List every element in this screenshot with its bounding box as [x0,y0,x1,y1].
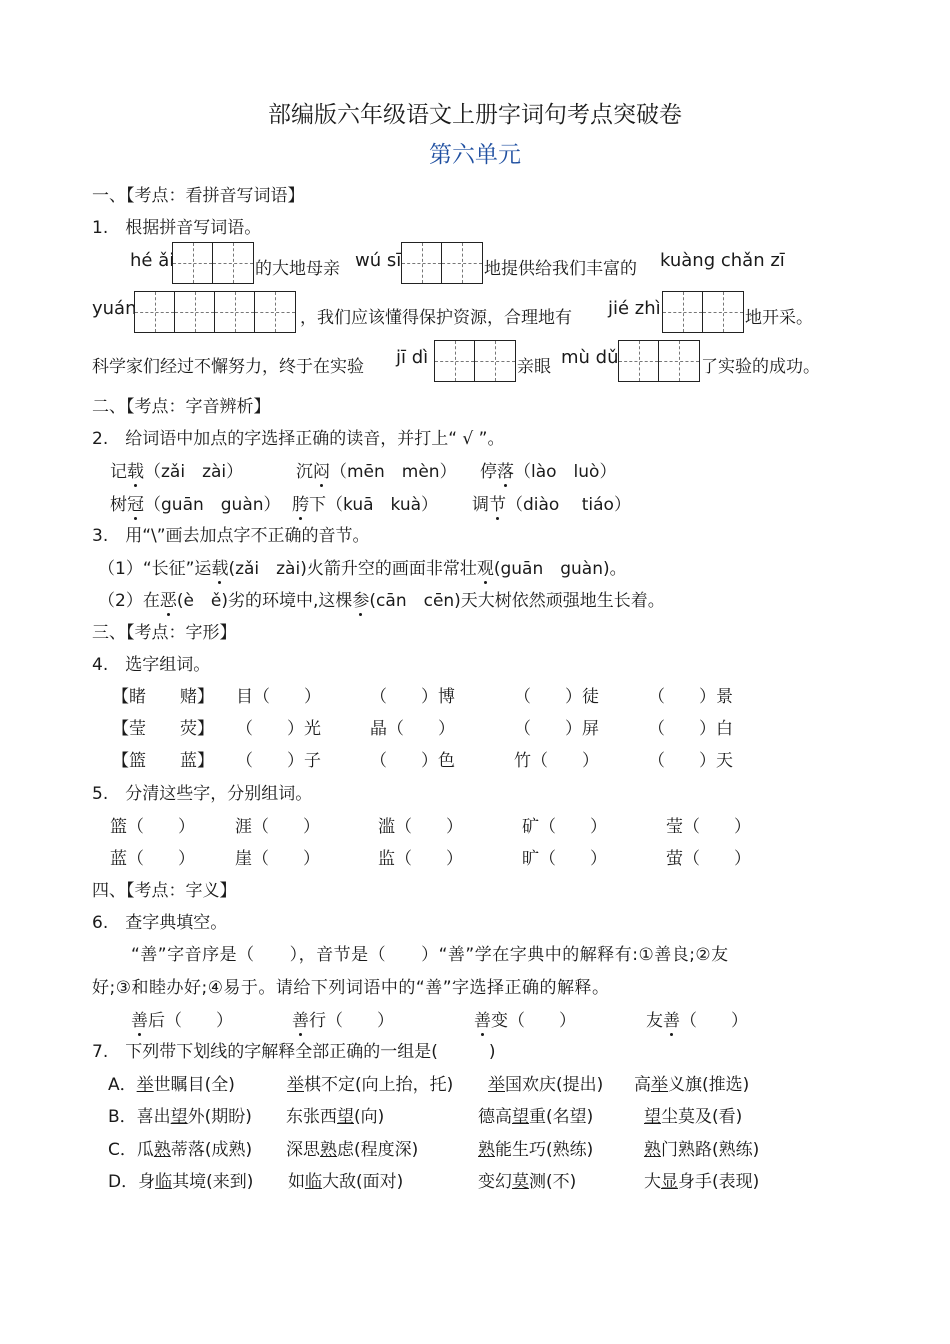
pinyin-kuang-chan-zi: kuàng chǎn zī [660,250,785,271]
shan-word: 善变（ ） [474,1006,576,1031]
question-4: 4. 选字组词。 [92,655,211,675]
fill-blank[interactable]: （ ）光 [236,719,321,739]
fill-blank[interactable]: 竹（ ） [514,751,599,771]
fill-blank[interactable]: 涯（ ） [235,817,320,837]
answer-grid-1[interactable] [172,242,254,284]
option-a-word[interactable]: A．举世瞩目(全) [108,1075,235,1095]
answer-grid-5[interactable] [434,340,516,382]
section-2-heading: 二、【考点：字音辨析】 [92,397,271,417]
sentence-2: （2）在恶(è ě)劣的环境中,这棵参(cān cēn)天大树依然顽强地生长着。 [98,586,665,611]
fill-blank[interactable]: 滥（ ） [378,817,463,837]
text-segment: 地开采。 [745,308,813,328]
char-pair: 【篮 蓝】 [112,751,214,771]
fill-blank[interactable]: 莹（ ） [666,817,751,837]
page-title: 部编版六年级语文上册字词句考点突破卷 [268,102,682,128]
pinyin-yuan: yuán [92,298,137,319]
shan-word: 善后（ ） [131,1006,233,1031]
pinyin-wu-si: wú sī [355,250,402,271]
fill-blank[interactable]: 晶（ ） [370,719,455,739]
pinyin-mu-du: mù dǔ [561,347,619,368]
unit-subtitle: 第六单元 [429,142,521,168]
pinyin-ji-di: jī dì [396,347,429,368]
fill-blank[interactable]: 篮（ ） [110,817,195,837]
fill-blank[interactable]: （ ）色 [370,751,455,771]
option-d-word[interactable]: D．身临其境(来到) [108,1172,254,1192]
fill-blank[interactable]: （ ）博 [370,687,455,707]
text-segment: 地提供给我们丰富的 [484,259,637,279]
shan-word: 善行（ ） [292,1006,394,1031]
section-3-heading: 三、【考点：字形】 [92,623,237,643]
option-word: 举棋不定(向上抬，托) [287,1075,454,1095]
pinyin-he-ai: hé ǎi [130,250,175,271]
section-4-heading: 四、【考点：字义】 [92,881,237,901]
option-word: 深思熟虑(程度深) [286,1140,419,1160]
shan-word: 友善（ ） [646,1006,748,1031]
question-6: 6. 查字典填空。 [92,913,228,933]
section-1-heading: 一、【考点：看拼音写词语】 [92,186,305,206]
answer-grid-4[interactable] [662,291,744,333]
fill-blank[interactable]: 旷（ ） [522,849,607,869]
fill-blank[interactable]: 萤（ ） [666,849,751,869]
fill-blank[interactable]: （ ）徒 [514,687,599,707]
option-word: 望尘莫及(看) [644,1107,743,1127]
pronunciation-item: 胯下（kuā kuà） [292,490,438,515]
option-word: 大显身手(表现) [644,1172,760,1192]
question-7: 7. 下列带下划线的字解释全部正确的一组是( ) [92,1042,496,1062]
text-segment: 了实验的成功。 [701,357,820,377]
answer-grid-6[interactable] [618,340,700,382]
question-2: 2. 给词语中加点的字选择正确的读音，并打上“ √ ”。 [92,429,505,449]
option-word: 如临大敌(面对) [288,1172,404,1192]
option-word: 熟门熟路(熟练) [644,1140,760,1160]
text-segment: ，我们应该懂得保护资源，合理地有 [300,308,572,328]
fill-blank[interactable]: 蓝（ ） [110,849,195,869]
pronunciation-item: 记载（zǎi zài） [110,457,243,482]
option-word: 举国欢庆(提出) [488,1075,604,1095]
question-1: 1. 根据拼音写词语。 [92,218,262,238]
paragraph-line-2: 好;③和睦办好;④易于。请给下列词语中的“善”字选择正确的解释。 [92,978,610,998]
pronunciation-item: 调节（diào tiáo） [472,490,631,515]
option-word: 熟能生巧(熟练) [478,1140,594,1160]
option-word: 德高望重(名望) [478,1107,594,1127]
pinyin-jie-zhi: jié zhì [608,298,661,319]
option-c-word[interactable]: C．瓜熟蒂落(成熟) [108,1140,253,1160]
fill-blank[interactable]: （ ）白 [648,719,733,739]
fill-blank[interactable]: （ ）屏 [514,719,599,739]
fill-blank[interactable]: （ ）景 [648,687,733,707]
fill-blank[interactable]: 目（ ） [236,687,321,707]
sentence-1: （1）“长征”运载(zǎi zài)火箭升空的画面非常壮观(guān guàn)。 [98,554,627,579]
char-pair: 【莹 荧】 [112,719,214,739]
option-b-word[interactable]: B．喜出望外(期盼) [108,1107,252,1127]
fill-blank[interactable]: （ ）子 [236,751,321,771]
text-segment: 科学家们经过不懈努力，终于在实验 [92,357,364,377]
text-segment: 亲眼 [517,357,551,377]
option-word: 东张西望(向) [286,1107,385,1127]
pronunciation-item: 停落（lào luò） [480,457,616,482]
answer-grid-3[interactable] [134,291,296,333]
fill-blank[interactable]: 监（ ） [378,849,463,869]
question-3: 3. 用“\”画去加点字不正确的音节。 [92,526,370,546]
fill-blank[interactable]: 矿（ ） [522,817,607,837]
char-pair: 【睹 赌】 [112,687,214,707]
paragraph-line-1: “善”字音序是（ ），音节是（ ）“善”学在字典中的解释有:①善良;②友 [131,945,729,965]
option-word: 高举义旗(推选) [634,1075,750,1095]
pronunciation-item: 沉闷（mēn mèn） [296,457,457,482]
pronunciation-item: 树冠（guān guàn） [110,490,281,515]
option-word: 变幻莫测(不) [478,1172,577,1192]
question-5: 5. 分清这些字，分别组词。 [92,784,313,804]
fill-blank[interactable]: （ ）天 [648,751,733,771]
text-segment: 的大地母亲 [255,259,340,279]
answer-grid-2[interactable] [401,242,483,284]
fill-blank[interactable]: 崖（ ） [235,849,320,869]
